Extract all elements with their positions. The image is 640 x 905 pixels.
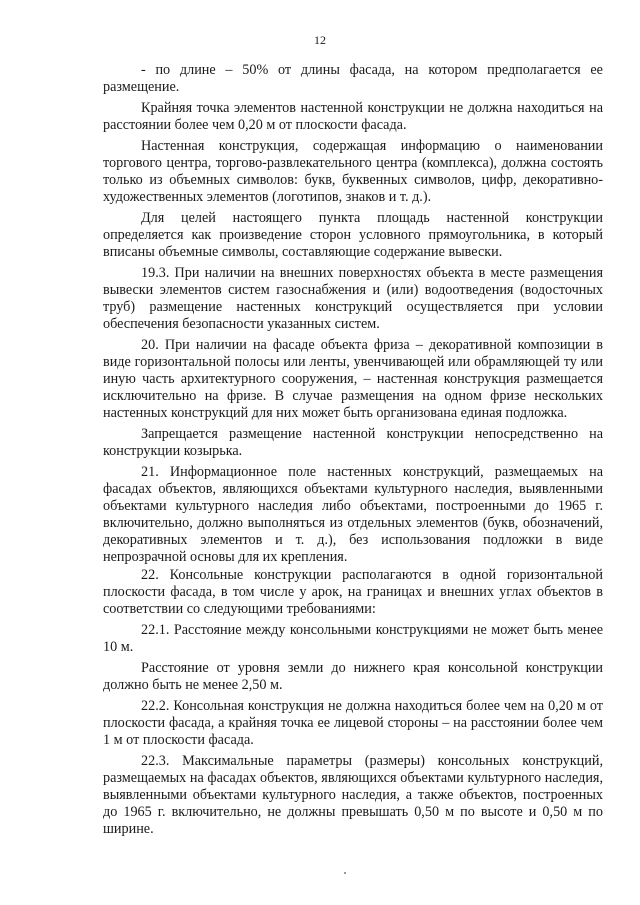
- paragraph: 22.2. Консольная конструкция не должна находиться более чем на 0,20 м от плоскости фасада, а крайняя точка ее лицевой стороны – на расстоянии более чем 1 м от плоскости фасада.: [103, 698, 603, 748]
- document-body: [103, 62, 603, 842]
- paragraph: 22.3. Максимальные параметры (размеры) консольных конструкций, размещаемых на фасадах объектов, являющихся объектами культурного наследия, выявленными объектами культурного наследия, а также объектов, построенных до 1965 г. включительно, не должны превышать 0,50 м по высоте и 0,50 м по ширине.: [103, 753, 603, 837]
- scan-speck: [344, 872, 346, 874]
- paragraph: Крайняя точка элементов настенной конструкции не должна находиться на расстоянии более чем 0,20 м от плоскости фасада.: [103, 100, 603, 133]
- paragraph: 22.1. Расстояние между консольными конструкциями не может быть менее 10 м.: [103, 622, 603, 655]
- paragraph: Настенная конструкция, содержащая информацию о наименовании торгового центра, торгово-развлекательного центра (комплекса), должна состоять только из объемных символов: букв, буквенных символов, цифр, декоративно-художественных элементов (логотипов, знаков и т. д.).: [103, 138, 603, 205]
- paragraph: Расстояние от уровня земли до нижнего края консольной конструкции должно быть не менее 2,50 м.: [103, 660, 603, 693]
- paragraph: Для целей настоящего пункта площадь настенной конструкции определяется как произведение сторон условного прямоугольника, в который вписаны объемные символы, составляющие содержание вывески.: [103, 210, 603, 260]
- paragraph: Запрещается размещение настенной конструкции непосредственно на конструкции козырька.: [103, 426, 603, 459]
- paragraph: 20. При наличии на фасаде объекта фриза – декоративной композиции в виде горизонтальной полосы или ленты, увенчивающей или обрамляющей ту или иную часть архитектурного сооружения, – настенная конструкция размещается исключительно на фризе. В случае размещения на одном фризе нескольких настенных конструкций для них может быть организована единая подложка.: [103, 337, 603, 421]
- paragraph: 19.3. При наличии на внешних поверхностях объекта в месте размещения вывески элементов систем газоснабжения и (или) водоотведения (водосточных труб) размещение настенных конструкций осуществляется при условии обеспечения безопасности указанных систем.: [103, 265, 603, 332]
- paragraph: 22. Консольные конструкции располагаются в одной горизонтальной плоскости фасада, в том числе у арок, на границах и внешних углах объектов в соответствии со следующими требованиями:: [103, 567, 603, 617]
- page-number: 12: [314, 33, 326, 47]
- paragraph: 21. Информационное поле настенных конструкций, размещаемых на фасадах объектов, являющихся объектами культурного наследия, выявленными объектами культурного наследия либо объектами, построенными до 1965 г. включительно, должно выполняться из отдельных элементов (букв, обозначений, декоративных элементов и т. д.), без использования подложки в виде непрозрачной основы для их крепления.: [103, 464, 603, 565]
- paragraph: - по длине – 50% от длины фасада, на котором предполагается ее размещение.: [103, 62, 603, 95]
